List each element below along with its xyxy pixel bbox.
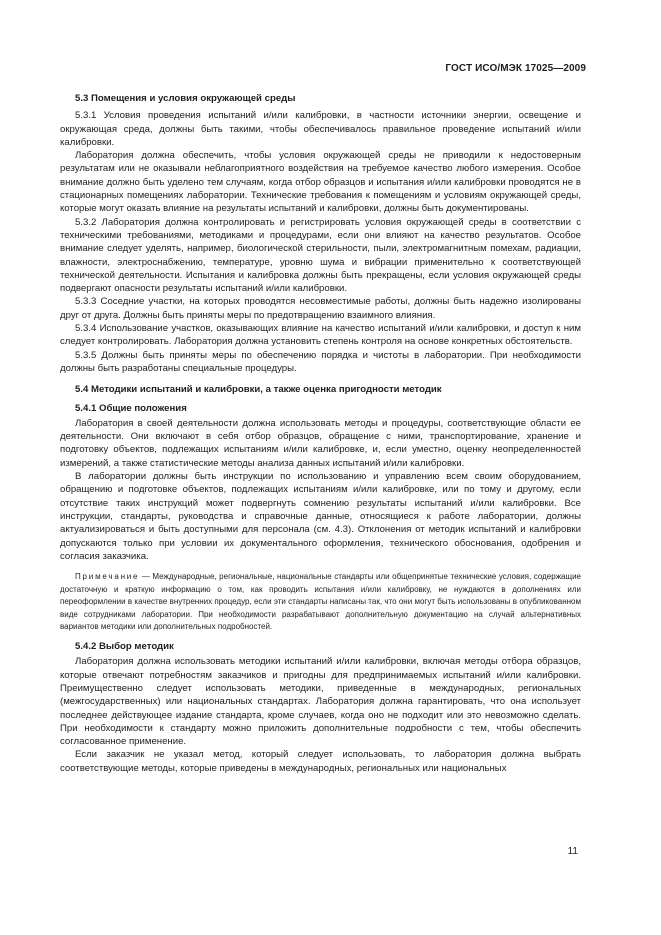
document-header-standard: ГОСТ ИСО/МЭК 17025—2009	[445, 63, 586, 74]
paragraph: 5.3.5 Должны быть приняты меры по обеспечению порядка и чистоты в лаборатории. При необходимости должны быть разработаны специальные процедуры.	[60, 349, 581, 374]
paragraph: Если заказчик не указал метод, который следует использовать, то лаборатория должна выбрать соответствующие методы, которые приведены в международных, региональных или национальных	[60, 749, 581, 774]
note-text: — Международные, региональные, национальные стандарты или общепринятые технические условия, содержащие достаточную и краткую информацию о том, как проводить испытания и/или калибровку, не нуждаются в дополнениях или переоформлении в качестве внутренних процедур, если эти стандарты написаны так, что они могут быть использованы в опубликованном виде сотрудниками лаборатории. При необходимости разрабатывают дополнительную документацию на случай альтернативных вариантов методики или дополнительных подробностей.	[60, 572, 581, 632]
paragraph: Лаборатория должна использовать методики испытаний и/или калибровки, включая методы отбора образцов, которые отвечают потребностям заказчиков и пригодны для предпринимаемых испытаний и/или калибровки. Преимущественно следует использовать методики, приведенные в международных, региональных (межгосударственных) или национальных стандартах. Лаборатория должна гарантировать, что она использует последнее действующее издание стандарта, кроме случаев, когда оно не подходит или это невозможно сделать. При необходимости к стандарту можно приложить дополнительные подробности с тем, чтобы обеспечить согласованное применение.	[60, 656, 581, 748]
paragraph: В лаборатории должны быть инструкции по использованию и управлению всем своим оборудованием, обращению и подготовке объектов, подлежащих испытаниям и/или калибровке, или по тому и другому, если отсутствие таких инструкций может подвергнуть сомнению результаты испытаний и/или калибровки. Все инструкции, стандарты, руководства и справочные данные, относящиеся к работе лаборатории, должны актуализироваться и быть доступными для персонала (см. 4.3). Отклонения от методик испытаний и калибровки допускаются только при условии их документального оформления, технического обоснования, одобрения и согласия заказчика.	[60, 471, 581, 562]
page-content	[60, 92, 581, 775]
paragraph: Лаборатория в своей деятельности должна использовать методы и процедуры, соответствующие области ее деятельности. Они включают в себя отбор образцов, обращение с ними, транспортирование, хранение и подготовку объектов, подлежащих испытаниям и/или калибровке, и, если уместно, оценку неопределенностей измерений, а также статистические методы анализа данных испытаний и/или калибровки.	[60, 417, 581, 469]
section-5-4-2-title: 5.4.2 Выбор методик	[75, 641, 174, 653]
paragraph: 5.3.4 Использование участков, оказывающих влияние на качество испытаний и/или калибровки, и доступ к ним следует контролировать. Лаборатория должна установить степень контроля на основе конкретных обстоятельств.	[60, 323, 581, 348]
section-5-3-title: 5.3 Помещения и условия окружающей среды	[75, 93, 296, 104]
note-label: Примечание	[75, 572, 140, 582]
paragraph: 5.3.2 Лаборатория должна контролировать и регистрировать условия окружающей среды в соответствии с техническими требованиями, методиками и процедурами, если они влияют на качество результатов. Особое внимание следует уделять, например, биологической стерильности, пыли, электромагнитным помехам, радиации, влажности, электроснабжению, температуре, уровню шума и вибрации применительно к соответствующей технической деятельности. Испытания и калибровка должны быть прекращены, если условия окружающей среды подвергают опасности результаты испытаний и/или калибровки.	[60, 216, 581, 295]
paragraph: 5.3.1 Условия проведения испытаний и/или калибровки, в частности источники энергии, освещение и окружающая среда, должны быть такими, чтобы обеспечивалось правильное проведение испытаний и/или калибровки.	[60, 110, 581, 148]
note	[60, 571, 581, 634]
section-5-4-1-title: 5.4.1 Общие положения	[75, 402, 187, 414]
page-number: 11	[567, 846, 578, 857]
paragraph: Лаборатория должна обеспечить, чтобы условия окружающей среды не приводили к недостоверным результатам или не оказывали неблагоприятного воздействия на требуемое качество любого измерения. Особое внимание должно быть уделено тем случаям, когда отбор образцов и испытания и/или калибровки проводятся не в стационарных помещениях лаборатории. Технические требования к помещениям и условиям окружающей среды, которые могут оказать влияние на результаты испытаний и калибровки, должны быть документированы.	[60, 150, 581, 215]
section-5-4-title: 5.4 Методики испытаний и калибровки, а также оценка пригодности методик	[75, 384, 442, 396]
paragraph: 5.3.3 Соседние участки, на которых проводятся несовместимые работы, должны быть надежно изолированы друг от друга. Должны быть приняты меры по предотвращению взаимного влияния.	[60, 296, 581, 321]
